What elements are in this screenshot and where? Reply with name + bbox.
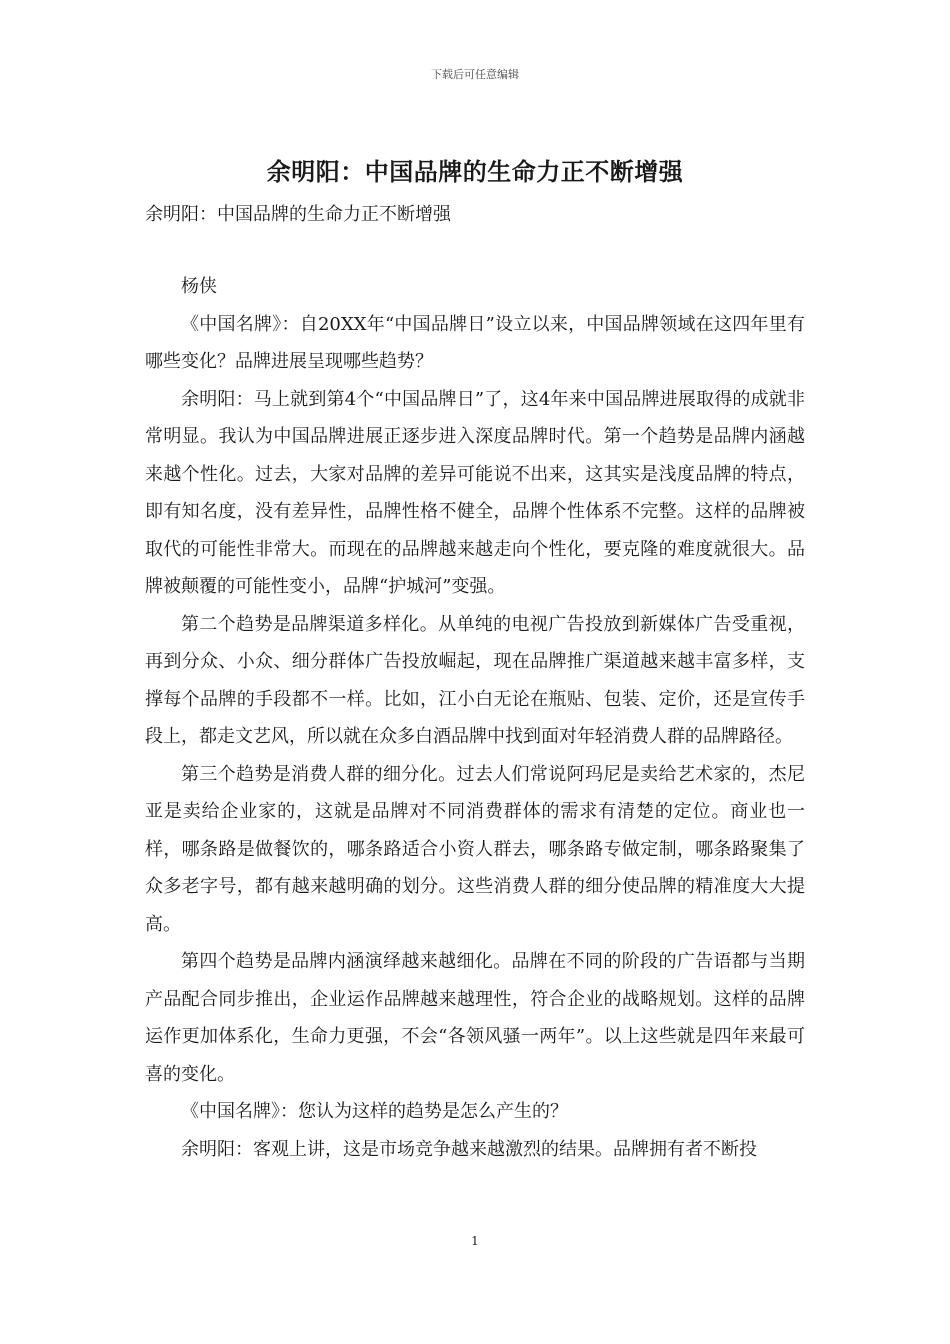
author-line: 杨侠 (181, 276, 217, 297)
paragraph-6: 《中国名牌》：您认为这样的趋势是怎么产生的？ (181, 1101, 568, 1122)
paragraph-4: 第三个趋势是消费人群的细分化。过去人们常说阿玛尼是卖给艺术家的，杰尼亚是卖给企业家的，这就是品牌对不同消费群体的需求有清楚的定位。商业也一样，哪条路是做餐饮的，哪条路适合小资人群去，哪条路专做定制，哪条路聚集了众多老字号，都有越来越明确的划分。这些消费人群的细分使品牌的精准度大大提高。 (145, 763, 805, 935)
document-title: 余明阳：中国品牌的生命力正不断增强 (266, 158, 684, 186)
paragraph-7: 余明阳：客观上讲，这是市场竞争越来越激烈的结果。品牌拥有者不断投 (181, 1138, 757, 1160)
paragraph-3: 第二个趋势是品牌渠道多样化。从单纯的电视广告投放到新媒体广告受重视，再到分众、小众、细分群体广告投放崛起，现在品牌推广渠道越来越丰富多样，支撑每个品牌的手段都不一样。比如，江小白无论在瓶贴、包装、定价，还是宣传手段上，都走文艺风，所以就在众多白酒品牌中找到面对年轻消费人群的品牌路径。 (145, 613, 805, 747)
paragraph-5: 第四个趋势是品牌内涵演绎越来越细化。品牌在不同的阶段的广告语都与当期产品配合同步推出，企业运作品牌越来越理性，符合企业的战略规划。这样的品牌运作更加体系化，生命力更强，不会“各领风骚一两年”。以上这些就是四年来最可喜的变化。 (145, 951, 805, 1085)
document-subtitle: 余明阳：中国品牌的生命力正不断增强 (145, 204, 451, 225)
header-note: 下载后可任意编辑 (431, 68, 519, 81)
page-number: 1 (471, 1234, 479, 1248)
paragraph-2: 余明阳：马上就到第4个“中国品牌日”了，这4年来中国品牌进展取得的成就非常明显。我认为中国品牌进展正逐步进入深度品牌时代。第一个趋势是品牌内涵越来越个性化。过去，大家对品牌的差异可能说不出来，这其实是浅度品牌的特点，即有知名度，没有差异性，品牌性格不健全，品牌个性体系不完整。这样的品牌被取代的可能性非常大。而现在的品牌越来越走向个性化，要克隆的难度就很大。品牌被颠覆的可能性变小，品牌“护城河”变强。 (145, 388, 805, 597)
document-body (145, 268, 805, 1168)
paragraph-1: 《中国名牌》：自20XX年“中国品牌日”设立以来，中国品牌领域在这四年里有哪些变化？品牌进展呈现哪些趋势？ (145, 313, 805, 372)
